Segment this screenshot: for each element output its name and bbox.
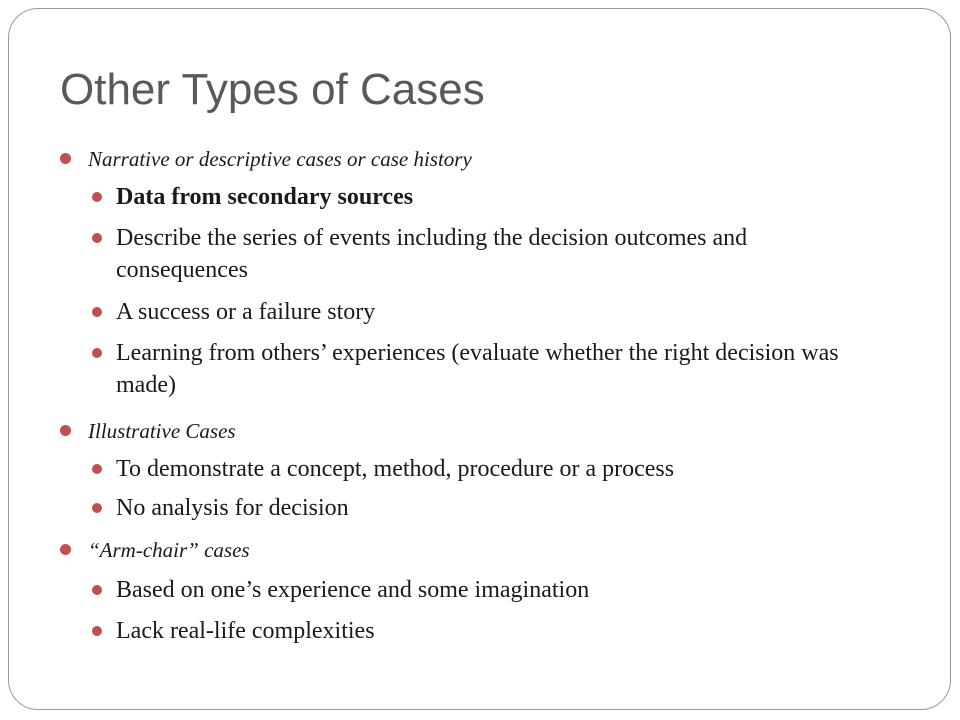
list-item <box>116 181 856 213</box>
list-item-text: A success or a failure story <box>116 299 376 325</box>
list-item <box>116 492 856 524</box>
list-item <box>116 296 856 328</box>
bullet-dot <box>92 464 102 474</box>
list-item-text: To demonstrate a concept, method, procedure or a process <box>116 456 675 482</box>
bullet-dot <box>92 348 102 358</box>
section-heading-narrative <box>88 145 472 173</box>
bullet-dot <box>92 233 102 243</box>
section-heading-arm-chair <box>88 536 250 564</box>
list-item-text: No analysis for decision <box>116 495 349 521</box>
list-item <box>116 574 856 606</box>
list-item <box>116 615 856 647</box>
list-item <box>116 453 856 485</box>
bullet-dot <box>60 153 71 164</box>
list-item-text: Describe the series of events including the decision outcomes and consequences <box>116 225 748 283</box>
list-item-text: Based on one’s experience and some imagination <box>116 577 590 603</box>
bullet-dot <box>92 192 102 202</box>
bullet-dot <box>60 425 71 436</box>
bullet-dot <box>92 503 102 513</box>
section-heading-text: Narrative or descriptive cases or case history <box>88 147 472 171</box>
list-item-text: Lack real-life complexities <box>116 618 375 644</box>
slide-title: Other Types of Cases <box>60 65 485 114</box>
list-item <box>116 337 856 401</box>
list-item-text: Learning from others’ experiences (evaluate whether the right decision was made) <box>116 340 839 398</box>
bullet-dot <box>92 626 102 636</box>
list-item <box>116 222 856 286</box>
bullet-dot <box>92 585 102 595</box>
section-heading-illustrative <box>88 417 236 445</box>
section-heading-text: “Arm-chair” cases <box>88 538 250 562</box>
bullet-dot <box>92 307 102 317</box>
section-heading-text: Illustrative Cases <box>88 419 236 443</box>
bullet-dot <box>60 544 71 555</box>
list-item-text: Data from secondary sources <box>116 184 414 210</box>
